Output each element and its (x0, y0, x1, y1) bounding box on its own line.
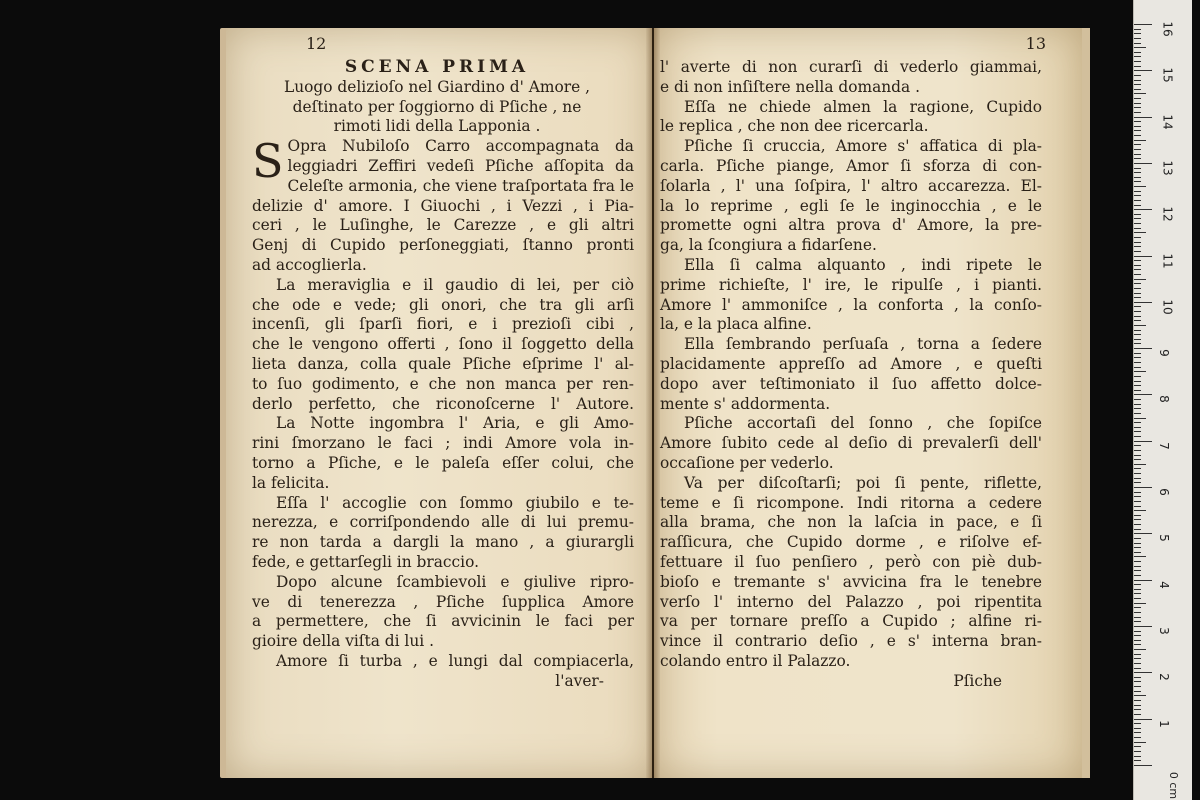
ruler-tick (1134, 765, 1152, 766)
text-line: ceri , le Luſinghe, le Carezze , e gli altri (252, 216, 634, 235)
drop-cap: S (252, 134, 284, 189)
ruler-tick (1134, 681, 1141, 682)
ruler-tick (1134, 580, 1152, 581)
ruler-tick (1134, 177, 1141, 178)
ruler-tick (1134, 436, 1141, 437)
text-line: lieta danza, colla quale Pſiche eſprime l' al- (252, 354, 634, 373)
ruler-tick (1134, 584, 1141, 585)
ruler-tick (1134, 43, 1141, 44)
ruler-tick (1134, 561, 1141, 562)
ruler-tick (1134, 232, 1146, 233)
ruler-tick (1134, 274, 1141, 275)
ruler-tick (1134, 348, 1152, 349)
ruler-tick (1134, 89, 1141, 90)
setting-line: deſtinato per ſoggiorno di Pſiche , ne (292, 97, 582, 116)
ruler-tick (1134, 61, 1141, 62)
ruler-tick (1134, 269, 1141, 270)
ruler-tick (1134, 112, 1141, 113)
ruler-tick (1134, 260, 1141, 261)
ruler-number: 15 (1160, 67, 1175, 83)
ruler-tick (1134, 746, 1141, 747)
text-line: ad accoglierla. (252, 255, 367, 274)
text-line: Ella ſi calma alquanto , indi ripete le (684, 255, 1042, 274)
ruler-tick (1134, 649, 1146, 650)
ruler-tick (1134, 265, 1141, 266)
ruler-tick (1134, 640, 1141, 641)
ruler-tick (1134, 519, 1141, 520)
ruler-number: 5 (1156, 534, 1171, 543)
ruler-tick (1134, 343, 1141, 344)
text-line: Amore ſi turba , e lungi dal compiacerla, (276, 651, 634, 670)
ruler-tick (1134, 223, 1141, 224)
ruler-tick (1134, 705, 1141, 706)
ruler-tick (1134, 654, 1141, 655)
text-line: Eſſa ne chiede almen la ragione, Cupido (684, 97, 1042, 116)
text-line: fettuare il ſuo penſiero , però con piè dub- (660, 552, 1042, 571)
ruler-tick (1134, 246, 1141, 247)
ruler-tick (1134, 181, 1141, 182)
ruler-tick (1134, 84, 1141, 85)
text-line: prime richieſte, l' ire, le ripulſe , i pianti. (660, 275, 1042, 294)
ruler-number: 11 (1160, 252, 1175, 269)
ruler-tick (1134, 158, 1141, 159)
ruler-number: 4 (1156, 580, 1171, 589)
text-line: La Notte ingombra l' Aria, e gli Amo- (276, 414, 634, 433)
text-line: occaſione per vederlo. (660, 453, 834, 472)
ruler-tick (1134, 760, 1141, 761)
text-line: Genj di Cupido perſoneggiati, ſtanno pronti (252, 236, 634, 255)
text-line: gioire della viſta di lui . (252, 632, 434, 651)
text-line: leggiadri Zeffiri vedeſi Pſiche aſſopita da (287, 156, 634, 175)
ruler-tick (1134, 431, 1141, 432)
ruler-tick (1134, 408, 1141, 409)
text-line: re non tarda a dargli la mano , a giurargli (252, 533, 634, 552)
ruler-tick (1134, 566, 1141, 567)
ruler-tick (1134, 186, 1146, 187)
text-line: verſo l' interno del Palazzo , poi ripentita (660, 592, 1042, 611)
ruler-tick (1134, 492, 1141, 493)
text-line: incenſi, gli ſparſi fiori, e i prezioſi cibi , (252, 315, 634, 334)
ruler-tick (1134, 663, 1141, 664)
ruler-tick (1134, 621, 1141, 622)
ruler-tick (1134, 709, 1141, 710)
ruler-tick (1134, 242, 1141, 243)
ruler-tick (1134, 390, 1141, 391)
measuring-ruler (1133, 0, 1192, 800)
ruler-tick (1134, 376, 1141, 377)
ruler-tick (1134, 297, 1141, 298)
ruler-tick (1134, 126, 1141, 127)
ruler-tick (1134, 144, 1141, 145)
ruler-tick (1134, 362, 1141, 363)
ruler-tick (1134, 140, 1146, 141)
text-line: la, e la placa alfine. (660, 315, 812, 334)
text-line: e di non inſiſtere nella domanda . (660, 77, 920, 96)
ruler-tick (1134, 468, 1141, 469)
ruler-tick (1134, 686, 1141, 687)
ruler-tick (1134, 168, 1141, 169)
right-page-number: 13 (1025, 34, 1046, 53)
ruler-tick (1134, 70, 1152, 71)
ruler-tick (1134, 228, 1141, 229)
ruler-number: 7 (1156, 441, 1171, 450)
ruler-tick (1134, 515, 1141, 516)
ruler-tick (1134, 695, 1146, 696)
ruler-tick (1134, 635, 1141, 636)
text-line: ve di tenerezza , Pſiche ſupplica Amore (252, 592, 634, 611)
ruler-tick (1134, 394, 1152, 395)
text-line: ga, la ſcongiura a fidarſene. (660, 236, 877, 255)
text-line: promette ogni altra prova d' Amore, la pre- (660, 216, 1042, 235)
ruler-tick (1134, 459, 1141, 460)
text-line: nerezza, e corriſpondendo alle di lui premu- (252, 513, 634, 532)
ruler-tick (1134, 672, 1152, 673)
ruler-tick (1134, 427, 1141, 428)
text-line: l' averte di non curarſi di vederlo giammai, (660, 58, 1042, 76)
ruler-tick (1134, 80, 1141, 81)
ruler-tick (1134, 547, 1141, 548)
ruler-tick (1134, 149, 1141, 150)
text-line: le replica , che non dee ricercarla. (660, 117, 929, 136)
ruler-unit-label: 0 cm (1167, 771, 1181, 800)
text-line: Opra Nubiloſo Carro accompagnata da (287, 137, 634, 156)
ruler-tick (1134, 455, 1141, 456)
ruler-tick (1134, 237, 1141, 238)
left-page-number: 12 (306, 34, 327, 53)
text-line: a permettere, che ſi avvicinin le faci per (252, 612, 634, 631)
ruler-tick (1134, 357, 1141, 358)
text-line: delizie d' amore. I Giuochi , i Vezzi , i Pia- (252, 196, 634, 215)
ruler-tick (1134, 29, 1141, 30)
ruler-tick (1134, 163, 1152, 164)
text-line: Dopo alcune ſcambievoli e giulive ripro- (276, 572, 634, 591)
ruler-tick (1134, 677, 1141, 678)
ruler-tick (1134, 195, 1141, 196)
ruler-tick (1134, 256, 1152, 257)
ruler-tick (1134, 691, 1141, 692)
text-line: derlo perfetto, che riconoſcerne l' Autore. (252, 394, 634, 413)
ruler-tick (1134, 732, 1141, 733)
ruler-tick (1134, 756, 1141, 757)
ruler-tick (1134, 658, 1141, 659)
ruler-tick (1134, 251, 1141, 252)
ruler-number: 12 (1160, 206, 1175, 222)
ruler-tick (1134, 719, 1152, 720)
ruler-tick (1134, 543, 1141, 544)
ruler-tick (1134, 501, 1141, 502)
ruler-tick (1134, 200, 1141, 201)
ruler-tick (1134, 209, 1152, 210)
text-line: dopo aver teſtimoniato il ſuo affetto dolce- (660, 374, 1042, 393)
ruler-tick (1134, 607, 1141, 608)
ruler-tick (1134, 644, 1141, 645)
ruler-tick (1134, 38, 1141, 39)
ruler-tick (1134, 24, 1152, 25)
text-line: La meraviglia e il gaudio di lei, per ciò (276, 275, 634, 294)
ruler-tick (1134, 593, 1141, 594)
ruler-tick (1134, 556, 1146, 557)
text-line: carla. Pſiche piange, Amor ſi sforza di con- (660, 156, 1042, 175)
ruler-tick (1134, 496, 1141, 497)
text-line: teme e ſi ricompone. Indi ritorna a cedere (660, 493, 1042, 512)
ruler-tick (1134, 506, 1141, 507)
ruler-tick (1134, 714, 1141, 715)
left-page (220, 28, 652, 778)
ruler-tick (1134, 575, 1141, 576)
left-body (252, 134, 634, 691)
ruler-tick (1134, 56, 1141, 57)
ruler-number: 2 (1156, 673, 1171, 682)
catchword: l'aver- (555, 671, 604, 690)
ruler-tick (1134, 723, 1141, 724)
text-line: Amore l' ammoniſce , la conforta , la conſo- (660, 295, 1042, 314)
catchword: Pſiche (953, 671, 1002, 690)
right-page (654, 28, 1090, 778)
ruler-tick (1134, 751, 1141, 752)
text-line: raſſicura, che Cupido dorme , e riſolve ef- (660, 533, 1042, 552)
ruler-tick (1134, 450, 1141, 451)
ruler-tick (1134, 302, 1152, 303)
text-line: Pſiche ſi cruccia, Amore s' affatica di pla- (684, 137, 1042, 156)
ruler-tick (1134, 191, 1141, 192)
ruler-tick (1134, 353, 1141, 354)
ruler-number: 6 (1156, 488, 1171, 496)
ruler-tick (1134, 552, 1141, 553)
text-line: Ella ſembrando perſuaſa , torna a ſedere (684, 335, 1042, 354)
ruler-tick (1134, 75, 1141, 76)
ruler-tick (1134, 413, 1141, 414)
ruler-tick (1134, 570, 1141, 571)
ruler-tick (1134, 464, 1146, 465)
ruler-tick (1134, 334, 1141, 335)
ruler-tick (1134, 33, 1141, 34)
ruler-tick (1134, 325, 1146, 326)
ruler-tick (1134, 482, 1141, 483)
ruler-tick (1134, 617, 1141, 618)
text-line: torno a Pſiche, e le paleſa eſſer colui, che (252, 453, 634, 472)
scene-heading: SCENA PRIMA (344, 57, 530, 77)
ruler-number: 1 (1156, 719, 1171, 728)
ruler-tick (1134, 320, 1141, 321)
text-line: Va per diſcoſtarſi; poi ſi pente, riflette, (684, 473, 1042, 492)
ruler-tick (1134, 311, 1141, 312)
ruler-tick (1134, 98, 1141, 99)
ruler-tick (1134, 93, 1146, 94)
ruler-tick (1134, 121, 1141, 122)
ruler-tick (1134, 404, 1141, 405)
ruler-tick (1134, 66, 1141, 67)
ruler-tick (1134, 130, 1141, 131)
text-line: placidamente appreſſo ad Amore , e queſti (660, 354, 1042, 373)
ruler-tick (1134, 339, 1141, 340)
text-line: fede, e gettarſegli in braccio. (252, 552, 479, 571)
ruler-number: 9 (1156, 349, 1171, 357)
open-book (220, 28, 1090, 778)
ruler-tick (1134, 330, 1141, 331)
ruler-tick (1134, 524, 1141, 525)
text-line: la lo reprime , egli ſe le inginocchia , e le (660, 196, 1042, 215)
book-gutter (646, 28, 660, 778)
ruler-tick (1134, 441, 1152, 442)
text-line: alla brama, che non la laſcia in pace, e ſi (660, 513, 1042, 532)
ruler-tick (1134, 117, 1152, 118)
text-line: che ode e vede; gli onori, che tra gli arſi (252, 295, 634, 314)
setting-line: Luogo delizioſo nel Giardino d' Amore , (284, 77, 590, 96)
text-line: rini ſmorzano le faci ; indi Amore vola in- (252, 434, 634, 453)
text-line: bioſo e tremante s' avvicina fra le tenebre (660, 572, 1042, 591)
ruler-tick (1134, 422, 1141, 423)
ruler-tick (1134, 473, 1141, 474)
ruler-number: 13 (1160, 160, 1175, 176)
ruler-tick (1134, 293, 1141, 294)
ruler-tick (1134, 214, 1141, 215)
text-line: colando entro il Palazzo. (660, 651, 851, 670)
ruler-tick (1134, 306, 1141, 307)
text-line: la felicita. (252, 473, 330, 492)
text-line: Celeſte armonia, che viene traſportata fra le (287, 176, 634, 195)
ruler-tick (1134, 371, 1146, 372)
ruler-tick (1134, 205, 1141, 206)
ruler-number: 3 (1156, 627, 1171, 635)
ruler-tick (1134, 52, 1141, 53)
ruler-tick (1134, 107, 1141, 108)
ruler-tick (1134, 737, 1141, 738)
text-line: Pſiche accortaſi del ſonno , che ſopiſce (684, 414, 1042, 433)
ruler-tick (1134, 478, 1141, 479)
text-line: Eſſa l' accoglie con ſommo giubilo e te- (276, 493, 634, 512)
ruler-tick (1134, 538, 1141, 539)
ruler-tick (1134, 603, 1146, 604)
ruler-tick (1134, 367, 1141, 368)
ruler-tick (1134, 47, 1146, 48)
ruler-tick (1134, 589, 1141, 590)
ruler-tick (1134, 742, 1146, 743)
text-line: Amore ſubito cede al deſio di prevalerſi dell' (660, 434, 1042, 453)
ruler-tick (1134, 487, 1152, 488)
ruler-tick (1134, 728, 1141, 729)
ruler-tick (1134, 154, 1141, 155)
ruler-tick (1134, 218, 1141, 219)
ruler-number: 8 (1156, 395, 1171, 404)
ruler-tick (1134, 529, 1141, 530)
ruler-tick (1134, 631, 1141, 632)
ruler-tick (1134, 626, 1152, 627)
setting-line: rimoti lidi della Lapponia . (333, 117, 541, 136)
ruler-number: 10 (1160, 299, 1175, 315)
text-line: mente s' addormenta. (660, 394, 831, 413)
ruler-tick (1134, 612, 1141, 613)
text-line: va per tornare preſſo a Cupido ; alfine ri- (660, 612, 1042, 631)
ruler-tick (1134, 316, 1141, 317)
ruler-tick (1134, 135, 1141, 136)
ruler-tick (1134, 385, 1141, 386)
ruler-tick (1134, 510, 1146, 511)
ruler-tick (1134, 399, 1141, 400)
ruler-tick (1134, 700, 1141, 701)
ruler-number: 16 (1160, 21, 1175, 37)
ruler-tick (1134, 103, 1141, 104)
ruler-tick (1134, 598, 1141, 599)
ruler-tick (1134, 283, 1141, 284)
ruler-tick (1134, 418, 1146, 419)
ruler-tick (1134, 381, 1141, 382)
ruler-tick (1134, 279, 1146, 280)
ruler-tick (1134, 172, 1141, 173)
text-line: ſolarla , l' una ſoſpira, l' altro accarezza. El- (660, 176, 1042, 195)
ruler-tick (1134, 668, 1141, 669)
right-body (660, 58, 1042, 692)
text-line: to ſuo godimento, e che non manca per ren- (252, 374, 634, 393)
ruler-tick (1134, 288, 1141, 289)
text-line: vince il contrario deſio , e s' interna bran- (660, 632, 1042, 651)
ruler-tick (1134, 533, 1152, 534)
ruler-number: 14 (1160, 113, 1175, 130)
text-line: che le vengono offerti , ſono il ſoggetto della (252, 335, 634, 354)
ruler-tick (1134, 445, 1141, 446)
